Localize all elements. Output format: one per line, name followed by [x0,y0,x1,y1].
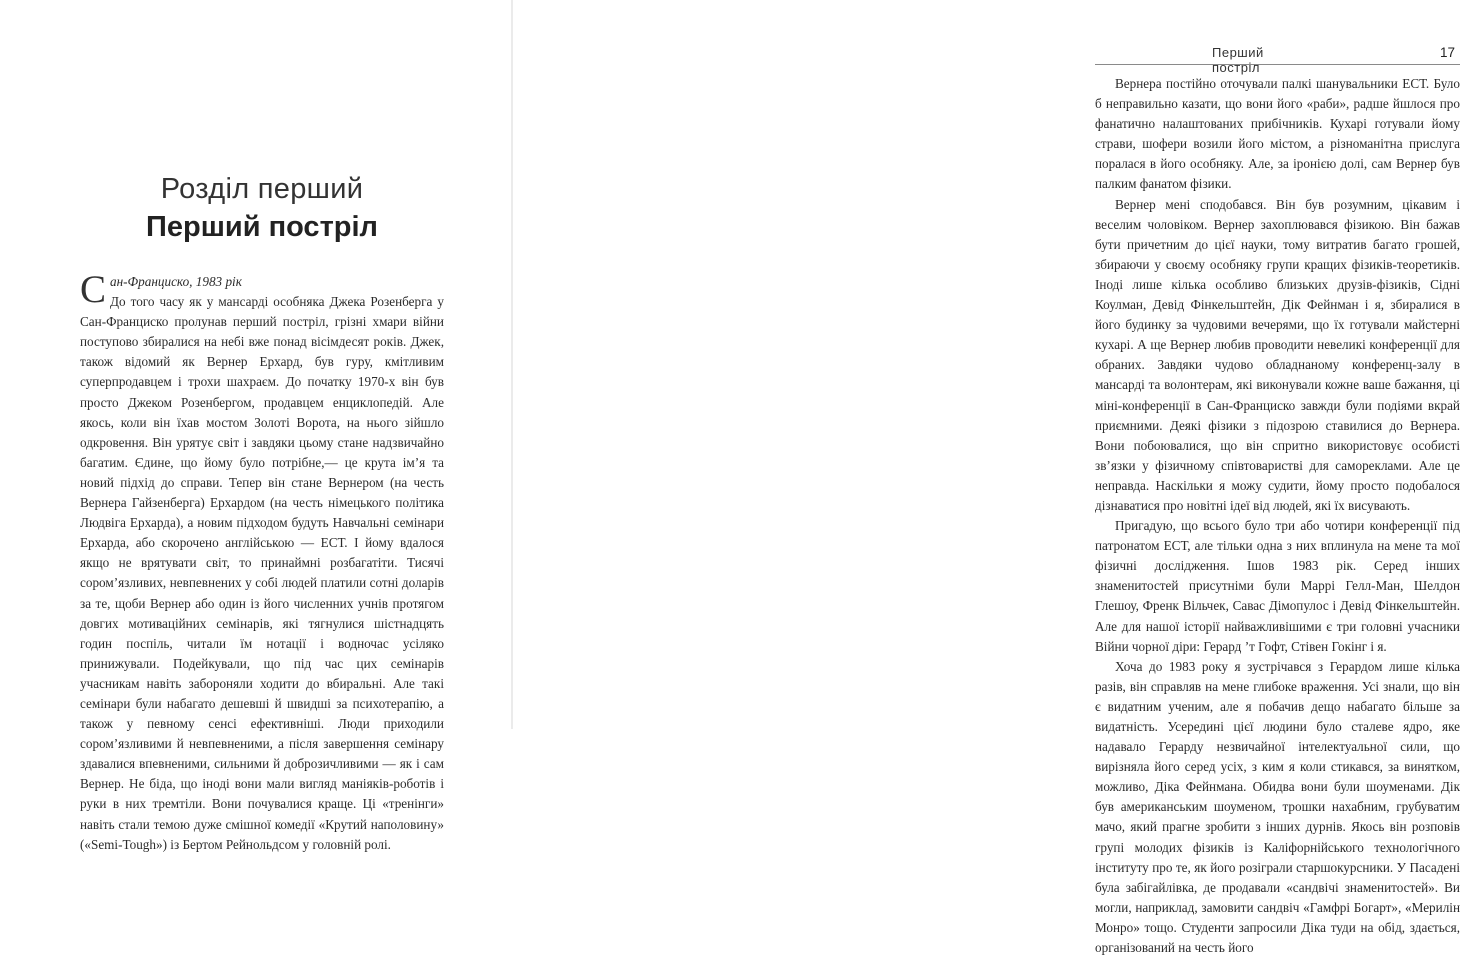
drop-cap: С [80,268,107,311]
running-head: Перший постріл [1212,45,1264,75]
paragraph: Вернер мені сподобався. Він був розумним, цікавим і веселим чоловіком. Вернер захоплювався фізикою. Він бажав бути причетним до цієї науки, тому витратив багато грошей, збираючи у своєму особняку групи кращих фізиків-теоретиків. Іноді лише кілька особливо близьких друзів-фізиків, Сідні Коулман, Девід Фінкельштейн, Дік Фейнман і я, збиралися в його будинку за чудовими вечерями, що їх готували майстерні кухарі. А ще Вернер любив проводити невеликі конференції для обраних. Завдяки чудово обладнаному конференц-залу в мансарді та волонтерам, які виконували кожне ваше бажання, ці міні-конференції в Сан-Франциско завжди були подіями вкрай приємними. Деякі фізики з підозрою ставилися до Вернера. Вони побоювалися, що він спритно використовує особисті зв’язки у фізичному співтоваристві для самореклами. Але це неправда. Наскільки я можу судити, йому просто подобалося дізнаватися про новітні ідеї від людей, які їх висувають. [1095,196,1460,513]
header-rule [1095,64,1460,65]
paragraph: Хоча до 1983 року я зустрічався з Герардом лише кілька разів, він справляв на мене глибоке враження. Усі знали, що він є видатним ученим, але я побачив дещо набагато більше за видатність. Усередині цієї людини було сталеве ядро, яке надавало Герарду незвичайної інтелектуальної сили, що вирізняла його серед усіх, з ким я коли стикався, за винятком, можливо, Діка Фейнмана. Обидва вони були шоуменами. Дік був американським шоуменом, трошки нахабним, грубуватим мачо, який прагне зробити з інших дурнів. Якось він розповів групі молодих фізиків із Каліфорнійського технологічного інституту про те, як його розіграли старшокурсники. У Пасадені була забігайлівка, де продавали «сандвічі знаменитостей». Ви могли, наприклад, замовити сандвіч «Гамфрі Богарт», «Мерилін Монро» тощо. Студенти запросили Діка туди на обід, здається, організований на честь його [1095,658,1460,956]
paragraph: Вернера постійно оточували палкі шанувальники ЕСТ. Було б неправильно казати, що вони його «раби», радше йшлося про фанатично налаштованих прибічників. Кухарі готували йому страви, шофери возили його містом, а різноманітна прислуга поралася в його особняку. Але, за іронією долі, сам Вернер був палким фанатом фізики. [1095,76,1460,192]
right-page [512,0,1460,956]
place-date-line: ан-Франциско, 1983 рік [110,274,242,289]
page-number: 17 [1440,45,1456,60]
right-body-text [1095,74,1460,958]
left-page [0,0,512,852]
chapter-heading [80,170,444,246]
paragraph: До того часу як у мансарді особняка Джека Розенберга у Сан-Франциско пролунав перший постріл, грізні хмари війни поступово збиралися на небі вже понад вісімдесят років. Джек, також відомий як Вернер Ерхард, був гуру, кмітливим суперпродавцем і трохи шахраєм. До початку 1970-х він був просто Джеком Розенбергом, продавцем енциклопедій. Але якось, коли він їхав мостом Золоті Ворота, на нього зійшло одкровення. Він урятує світ і завдяки цьому стане надзвичайно багатим. Єдине, що йому було потрібне,— це крута ім’я та новий підхід до справи. Тепер він стане Вернером (на честь Вернера Гайзенберга) Ерхардом (на честь німецького політика Людвіга Ерхарда), а новим підходом будуть Навчальні семінари Ерхарда, або скорочено англійською — ЕСТ. І йому вдалося якщо не врятувати світ, то принаймні розбагатіти. Тисячі сором’язливих, невпевнених у собі людей платили сотні доларів за те, щоби Вернер або один із його численних учнів протягом довгих мотиваційних семінарів, які тягнулися шістнадцять годин поспіль, читали їм нотації і водночас усіляко принижували. Подейкували, що під час цих семінарів учасникам навіть забороняли ходити до вбиральні. Але такі семінари були набагато дешевші й швидші за психотерапію, а також у певному сенсі ефективніші. Люди приходили сором’язливими й невпевненими, а після завершення семінару здавалися впевненими, сильними й доброзичливими — як і сам Вернер. Не біда, що іноді вони мали вигляд маніяків-роботів і руки в них тремтіли. Вони почувалися краще. Ці «тренінги» навіть стали темою дуже смішної комедії «Крутий наполовину» («Semi-Tough») із Бертом Рейнольдсом у головній ролі. [80,294,444,852]
left-body-text [80,268,444,855]
chapter-number: Розділ перший [160,173,364,205]
chapter-title: Перший постріл [146,211,378,243]
paragraph: Пригадую, що всього було три або чотири конференції під патронатом ЕСТ, але тільки одна з них вплинула на мене та мої фізичні дослідження. Ішов 1983 рік. Серед інших знаменитостей присутніми були Маррі Гелл-Ман, Шелдон Глешоу, Френк Вільчек, Савас Дімопулос і Девід Фінкельштейн. Але для нашої історії найважливішими є три головні учасники Війни чорної діри: Герард ’т Гофт, Стівен Гокінг і я. [1095,518,1460,654]
